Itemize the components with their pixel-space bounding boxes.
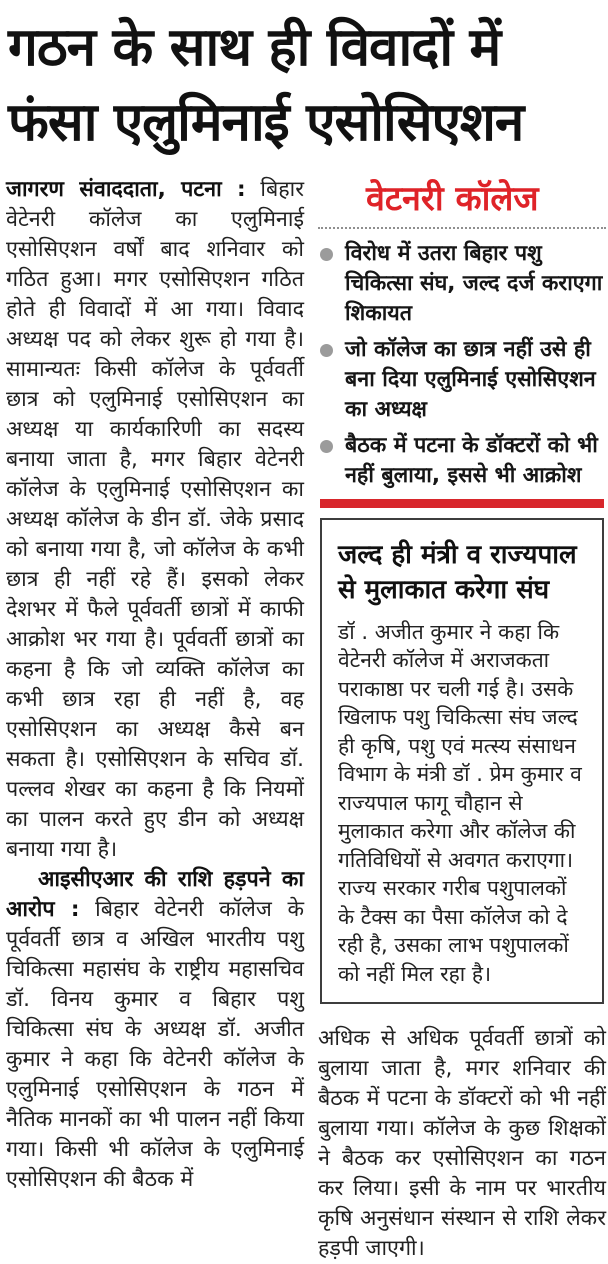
bullet-text: विरोध में उतरा बिहार पशु चिकित्सा संघ, जल्द दर्ज कराएगा शिकायत [345,239,606,329]
red-divider-bar [320,499,604,508]
paragraph-continuation: अधिक से अधिक पूर्ववर्ती छात्रों को बुलाया जाता है, मगर शनिवार की बैठक में पटना के डॉक्टरों को भी नहीं बुलाया गया। कॉलेज के कुछ शिक्षकों ने बैठक कर एसोसिएशन का गठन कर लिया। इसी के नाम पर भारतीय कृषि अनुसंधान संस्थान से राशि लेकर हड़पी जाएगी। [318,1024,606,1264]
infobox-body: डॉ . अजीत कुमार ने कहा कि वेटेनरी कॉलेज में अराजकता पराकाष्ठा पर चली गई है। उसके खिलाफ पशु चिकित्सा संघ जल्द ही कृषि, पशु एवं मत्स्य संसाधन विभाग के मंत्री डॉ . प्रेम कुमार व राज्यपाल फागू चौहान से मुलाकात करेगा और कॉलेज की गतिविधियों से अवगत कराएगा। राज्य सरकार गरीब पशुपालकों के टैक्स का पैसा कॉलेज को दे रही है, उसका लाभ पशुपालकों को नहीं मिल रहा है। [338,618,588,989]
paragraph-1 [6,175,304,865]
list-item [318,431,606,491]
article-body [6,175,604,1264]
right-column [318,175,606,1264]
bullet-dot-icon [320,344,333,357]
bullet-dot-icon [320,440,333,453]
bullet-text: जो कॉलेज का छात्र नहीं उसे ही बना दिया एलुमिनाई एसोसिएशन का अध्यक्ष [345,335,606,425]
list-item [318,335,606,425]
infobox-heading: जल्द ही मंत्री व राज्यपाल से मुलाकात करेगा संघ [338,538,588,608]
infobox [320,518,604,1005]
byline-lead: जागरण संवाददाता, पटना : [6,177,246,202]
section-kicker: वेटनरी कॉलेज [318,175,606,227]
headline-line-2: फंसा एलुमिनाई एसोसिएशन [8,85,604,160]
paragraph-2-text: बिहार वेटेनरी कॉलेज के पूर्ववर्ती छात्र व अखिल भारतीय पशु चिकित्सा महासंघ के राष्ट्रीय महासचिव डॉ. विनय कुमार व बिहार पशु चिकित्सा संघ के अध्यक्ष डॉ. अजीत कुमार ने कहा कि वेटेनरी कॉलेज के एलुमिनाई एसोसिएशन के गठन में नैतिक मानकों का भी पालन नहीं किया गया। किसी भी कॉलेज के एलुमिनाई एसोसिएशन की बैठक में [6,897,304,1192]
list-item [318,239,606,329]
headline-line-1: गठन के साथ ही विवादों में [8,10,604,85]
subhead-lead: आइसीएआर की राशि हड़पने का आरोप : [6,867,304,922]
left-column [6,175,304,1264]
paragraph-2 [6,865,304,1195]
bullet-text: बैठक में पटना के डॉक्टरों को भी नहीं बुलाया, इससे भी आक्रोश [345,431,606,491]
bullet-dot-icon [320,248,333,261]
paragraph-1-text: बिहार वेटेनरी कॉलेज का एलुमिनाई एसोसिएशन वर्षों बाद शनिवार को गठित हुआ। मगर एसोसिएशन गठित होते ही विवादों में आ गया। विवाद अध्यक्ष पद को लेकर शुरू हो गया है। सामान्यतः किसी कॉलेज के पूर्ववर्ती छात्र को एलुमिनाई एसोसिएशन का अध्यक्ष या कार्यकारिणी का सदस्य बनाया जाता है, मगर बिहार वेटेनरी कॉलेज के एलुमिनाई एसोसिएशन का अध्यक्ष कॉलेज के डीन डॉ. जेके प्रसाद को बनाया गया है, जो कॉलेज के कभी छात्र ही नहीं रहे हैं। इसको लेकर देशभर में फैले पूर्ववर्ती छात्रों में काफी आक्रोश भर गया है। पूर्ववर्ती छात्रों का कहना है कि जो व्यक्ति कॉलेज का कभी छात्र रहा ही नहीं है, वह एसोसिएशन का अध्यक्ष कैसे बन सकता है। एसोसिएशन के सचिव डॉ. पल्लव शेखर का कहना है कि नियमों का पालन करते हुए डीन को अध्यक्ष बनाया गया है। [6,177,304,862]
highlight-bullet-list [318,239,606,491]
article-headline [6,6,604,167]
dotted-divider [318,227,606,229]
